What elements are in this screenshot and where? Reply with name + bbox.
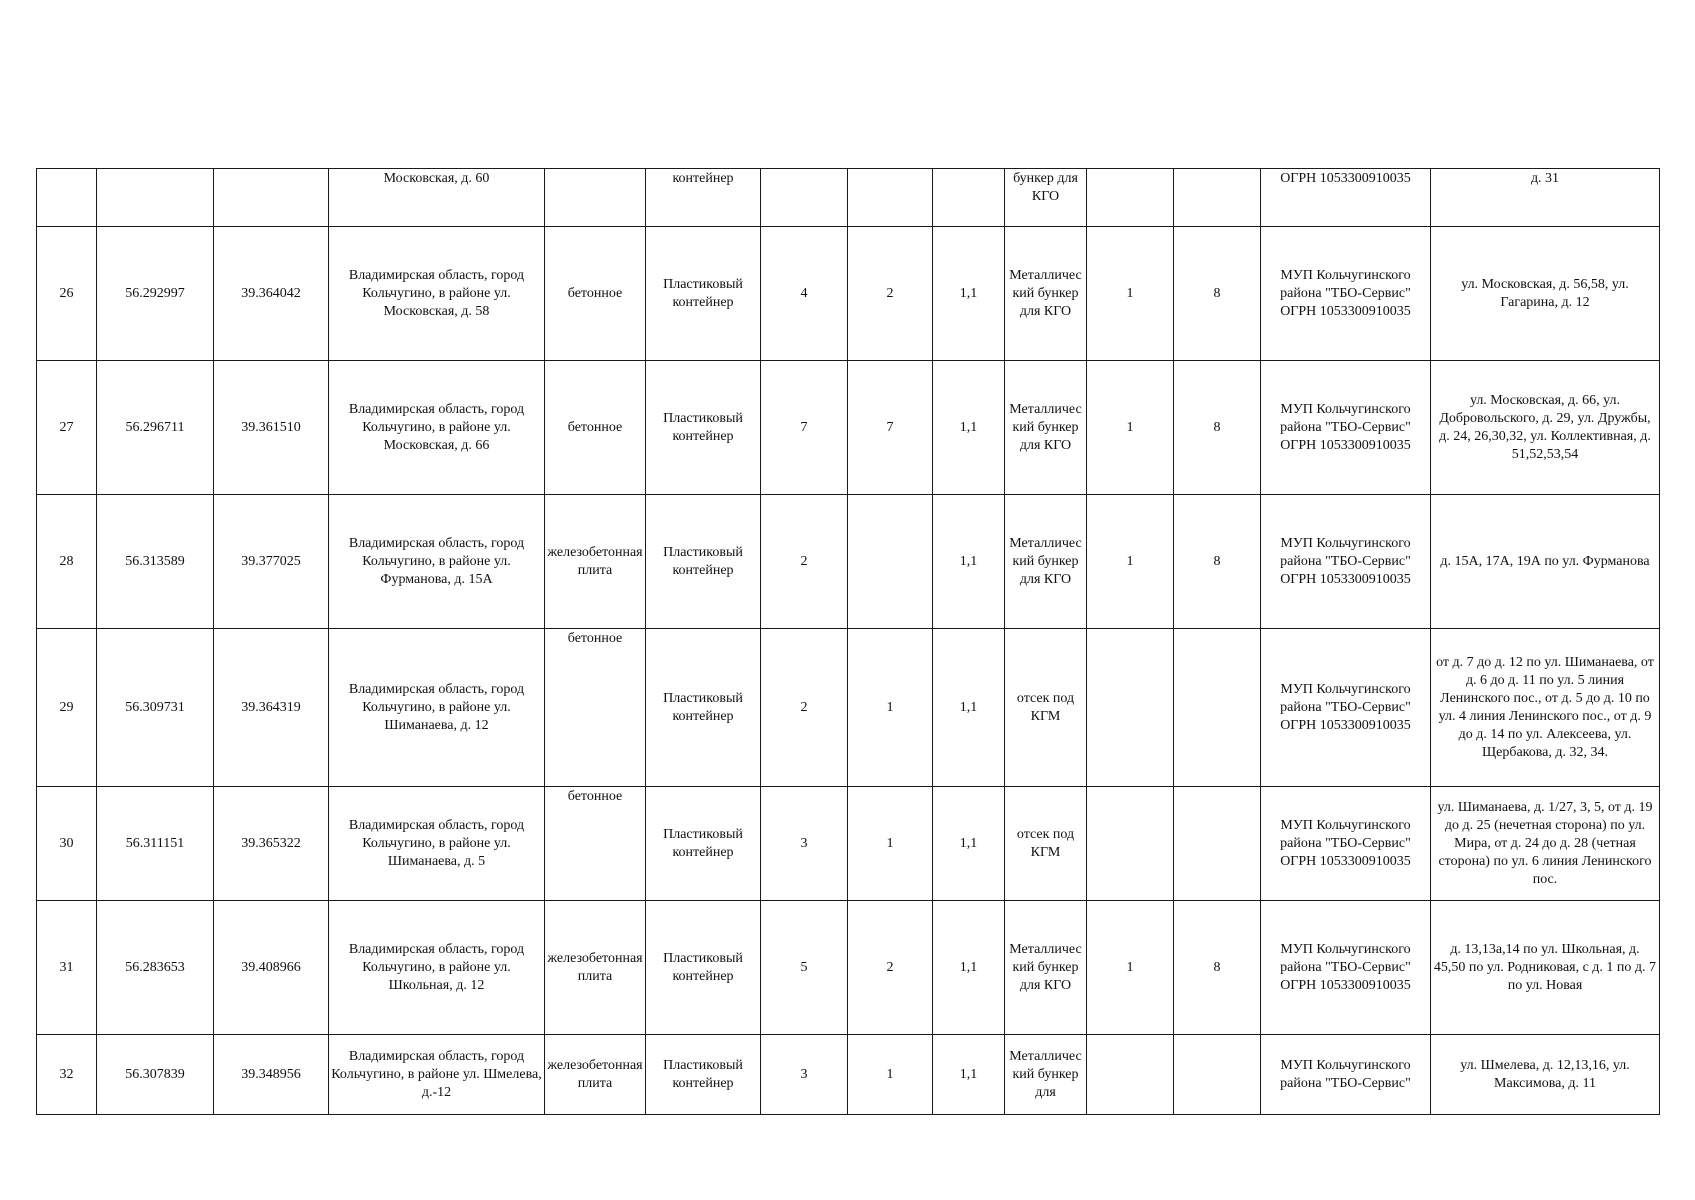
cell-container-count: 5: [761, 901, 848, 1035]
cell-bulky-count: 1: [1087, 227, 1174, 361]
cell-bulky-volume: [1174, 169, 1261, 227]
cell-container-volume: [933, 169, 1005, 227]
cell-planned-count: 7: [848, 361, 933, 495]
table-row: [37, 1035, 1660, 1115]
cell-waste-sources: от д. 7 до д. 12 по ул. Шиманаева, от д. 6 до д. 11 по ул. 5 линия Ленинского пос., от д. 5 до д. 10 по ул. 4 линия Ленинского пос., от д. 9 до д. 14 по ул. Алексеева, ул. Щербакова, д. 32, 34.: [1431, 629, 1660, 787]
cell-bulky-count: 1: [1087, 901, 1174, 1035]
cell-waste-sources: д. 31: [1431, 169, 1660, 227]
cell-bulky-waste-container: отсек под КГМ: [1005, 629, 1087, 787]
cell-longitude: [214, 169, 329, 227]
cell-longitude: 39.361510: [214, 361, 329, 495]
cell-waste-sources: д. 13,13а,14 по ул. Школьная, д. 45,50 по ул. Родниковая, с д. 1 по д. 7 по ул. Новая: [1431, 901, 1660, 1035]
cell-number: 27: [37, 361, 97, 495]
cell-container-type: Пластиковый контейнер: [646, 361, 761, 495]
table-row: [37, 629, 1660, 787]
cell-bulky-waste-container: Металлический бункер для КГО: [1005, 495, 1087, 629]
cell-bulky-waste-container: бункер для КГО: [1005, 169, 1087, 227]
cell-owner: МУП Кольчугинского района "ТБО-Сервис": [1261, 1035, 1431, 1115]
cell-planned-count: [848, 495, 933, 629]
cell-waste-sources: ул. Шмелева, д. 12,13,16, ул. Максимова, д. 11: [1431, 1035, 1660, 1115]
cell-planned-count: 2: [848, 901, 933, 1035]
cell-surface-type: железобетонная плита: [545, 901, 646, 1035]
cell-bulky-waste-container: Металлический бункер для КГО: [1005, 227, 1087, 361]
cell-surface-type: железобетонная плита: [545, 495, 646, 629]
cell-container-volume: 1,1: [933, 787, 1005, 901]
cell-container-count: 4: [761, 227, 848, 361]
cell-number: 26: [37, 227, 97, 361]
cell-bulky-waste-container: Металлический бункер для КГО: [1005, 361, 1087, 495]
cell-surface-type: бетонное: [545, 227, 646, 361]
cell-planned-count: 1: [848, 787, 933, 901]
cell-latitude: 56.307839: [97, 1035, 214, 1115]
table-row: [37, 495, 1660, 629]
cell-planned-count: 1: [848, 1035, 933, 1115]
cell-longitude: 39.365322: [214, 787, 329, 901]
cell-number: 30: [37, 787, 97, 901]
cell-container-type: Пластиковый контейнер: [646, 787, 761, 901]
cell-surface-type: бетонное: [545, 629, 646, 787]
cell-owner: ОГРН 1053300910035: [1261, 169, 1431, 227]
cell-owner: МУП Кольчугинского района "ТБО-Сервис" ОГРН 1053300910035: [1261, 629, 1431, 787]
cell-waste-sources: ул. Московская, д. 66, ул. Добровольского, д. 29, ул. Дружбы, д. 24, 26,30,32, ул. Коллективная, д. 51,52,53,54: [1431, 361, 1660, 495]
cell-bulky-count: [1087, 629, 1174, 787]
cell-owner: МУП Кольчугинского района "ТБО-Сервис" ОГРН 1053300910035: [1261, 361, 1431, 495]
cell-container-volume: 1,1: [933, 227, 1005, 361]
cell-latitude: 56.283653: [97, 901, 214, 1035]
cell-address: Владимирская область, город Кольчугино, в районе ул. Шмелева, д.-12: [329, 1035, 545, 1115]
cell-container-volume: 1,1: [933, 629, 1005, 787]
cell-address: Владимирская область, город Кольчугино, в районе ул. Московская, д. 66: [329, 361, 545, 495]
cell-owner: МУП Кольчугинского района "ТБО-Сервис" ОГРН 1053300910035: [1261, 495, 1431, 629]
table-row: [37, 901, 1660, 1035]
cell-address: Владимирская область, город Кольчугино, в районе ул. Шиманаева, д. 5: [329, 787, 545, 901]
cell-bulky-waste-container: Металлический бункер для КГО: [1005, 901, 1087, 1035]
cell-bulky-volume: 8: [1174, 901, 1261, 1035]
cell-surface-type: [545, 169, 646, 227]
table-row: [37, 227, 1660, 361]
cell-latitude: 56.292997: [97, 227, 214, 361]
cell-address: Владимирская область, город Кольчугино, в районе ул. Школьная, д. 12: [329, 901, 545, 1035]
cell-surface-type: бетонное: [545, 361, 646, 495]
cell-number: 29: [37, 629, 97, 787]
cell-container-type: Пластиковый контейнер: [646, 629, 761, 787]
cell-container-volume: 1,1: [933, 1035, 1005, 1115]
cell-container-type: Пластиковый контейнер: [646, 227, 761, 361]
cell-container-volume: 1,1: [933, 495, 1005, 629]
cell-container-type: Пластиковый контейнер: [646, 1035, 761, 1115]
cell-owner: МУП Кольчугинского района "ТБО-Сервис" ОГРН 1053300910035: [1261, 901, 1431, 1035]
cell-surface-type: бетонное: [545, 787, 646, 901]
cell-bulky-count: 1: [1087, 361, 1174, 495]
cell-container-type: Пластиковый контейнер: [646, 495, 761, 629]
cell-planned-count: 1: [848, 629, 933, 787]
table-row: [37, 787, 1660, 901]
cell-bulky-waste-container: Металлический бункер для: [1005, 1035, 1087, 1115]
cell-longitude: 39.377025: [214, 495, 329, 629]
cell-address: Владимирская область, город Кольчугино, в районе ул. Шиманаева, д. 12: [329, 629, 545, 787]
cell-owner: МУП Кольчугинского района "ТБО-Сервис" ОГРН 1053300910035: [1261, 787, 1431, 901]
cell-waste-sources: ул. Шиманаева, д. 1/27, 3, 5, от д. 19 до д. 25 (нечетная сторона) по ул. Мира, от д. 24 до д. 28 (четная сторона) по ул. 6 линия Ленинского пос.: [1431, 787, 1660, 901]
cell-longitude: 39.364319: [214, 629, 329, 787]
cell-bulky-volume: 8: [1174, 227, 1261, 361]
cell-container-type: Пластиковый контейнер: [646, 901, 761, 1035]
cell-address: Московская, д. 60: [329, 169, 545, 227]
cell-latitude: 56.313589: [97, 495, 214, 629]
cell-owner: МУП Кольчугинского района "ТБО-Сервис" ОГРН 1053300910035: [1261, 227, 1431, 361]
cell-latitude: 56.296711: [97, 361, 214, 495]
cell-bulky-waste-container: отсек под КГМ: [1005, 787, 1087, 901]
cell-container-count: 3: [761, 1035, 848, 1115]
cell-container-count: 3: [761, 787, 848, 901]
cell-bulky-count: [1087, 169, 1174, 227]
cell-number: 32: [37, 1035, 97, 1115]
cell-bulky-volume: [1174, 787, 1261, 901]
cell-bulky-count: [1087, 1035, 1174, 1115]
cell-address: Владимирская область, город Кольчугино, в районе ул. Фурманова, д. 15А: [329, 495, 545, 629]
cell-address: Владимирская область, город Кольчугино, в районе ул. Московская, д. 58: [329, 227, 545, 361]
cell-latitude: 56.311151: [97, 787, 214, 901]
cell-container-volume: 1,1: [933, 901, 1005, 1035]
cell-container-count: [761, 169, 848, 227]
cell-latitude: 56.309731: [97, 629, 214, 787]
table-row: [37, 361, 1660, 495]
cell-container-volume: 1,1: [933, 361, 1005, 495]
cell-bulky-volume: [1174, 629, 1261, 787]
cell-planned-count: [848, 169, 933, 227]
cell-container-count: 2: [761, 629, 848, 787]
cell-container-type: контейнер: [646, 169, 761, 227]
cell-latitude: [97, 169, 214, 227]
cell-bulky-volume: 8: [1174, 495, 1261, 629]
waste-sites-table: [36, 168, 1660, 1115]
table-row: [37, 169, 1660, 227]
cell-bulky-count: [1087, 787, 1174, 901]
cell-planned-count: 2: [848, 227, 933, 361]
cell-number: 28: [37, 495, 97, 629]
cell-bulky-volume: 8: [1174, 361, 1261, 495]
cell-waste-sources: д. 15А, 17А, 19А по ул. Фурманова: [1431, 495, 1660, 629]
cell-longitude: 39.364042: [214, 227, 329, 361]
cell-container-count: 2: [761, 495, 848, 629]
cell-waste-sources: ул. Московская, д. 56,58, ул. Гагарина, д. 12: [1431, 227, 1660, 361]
cell-number: 31: [37, 901, 97, 1035]
cell-longitude: 39.408966: [214, 901, 329, 1035]
cell-bulky-volume: [1174, 1035, 1261, 1115]
cell-longitude: 39.348956: [214, 1035, 329, 1115]
cell-container-count: 7: [761, 361, 848, 495]
cell-surface-type: железобетонная плита: [545, 1035, 646, 1115]
cell-bulky-count: 1: [1087, 495, 1174, 629]
cell-number: [37, 169, 97, 227]
